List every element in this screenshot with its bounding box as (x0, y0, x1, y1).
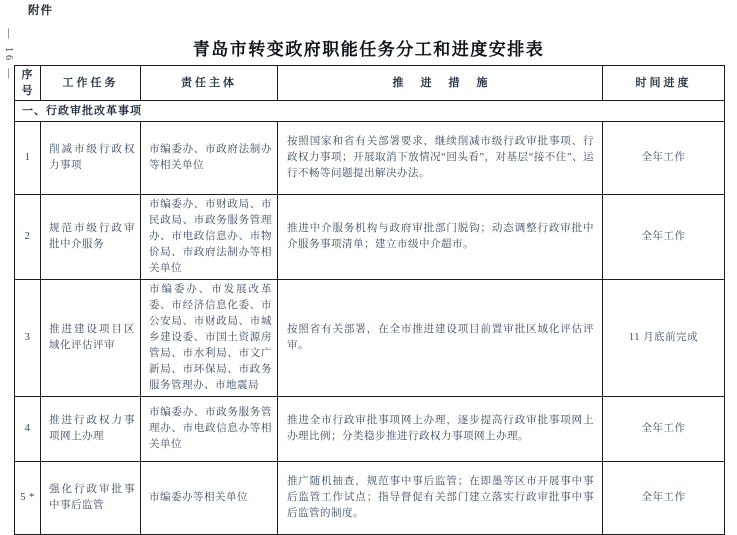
header-timeline: 时间进度 (603, 66, 725, 101)
cell-no: 2 (15, 195, 41, 280)
cell-timeline: 全年工作 (603, 195, 725, 280)
cell-task: 推进建设项目区域化评估评审 (41, 280, 141, 397)
cell-measures: 推进全市行政审批事项网上办理，逐步提高行政审批事项网上办理比例；分类稳步推进行政权力事项网上办理。 (278, 397, 603, 462)
header-no: 序号 (15, 66, 41, 101)
table-row (15, 280, 725, 397)
cell-measures: 按照国家和省有关部署要求，继续削减市级行政审批事项、行政权力事项；开展取消下放情况“回头看”，对基层“接不住”、运行不畅等问题提出解决办法。 (278, 122, 603, 195)
cell-timeline: 全年工作 (603, 462, 725, 535)
cell-no: 3 (15, 280, 41, 397)
table-header-row (15, 66, 725, 101)
cell-no: 4 (15, 397, 41, 462)
cell-owner: 市编委办、市发展改革委、市经济信息化委、市公安局、市财政局、市城乡建设委、市国土资源房管局、市水利局、市文广新局、市环保局、市政务服务管理办、市地震局 (141, 280, 278, 397)
cell-measures: 按照省有关部署，在全市推进建设项目前置审批区域化评估评审。 (278, 280, 603, 397)
cell-measures: 推广随机抽查，规范事中事后监管；在即墨等区市开展事中事后监管工作试点；指导督促有关部门建立落实行政审批事中事后监管的制度。 (278, 462, 603, 535)
cell-task: 推进行政权力事项网上办理 (41, 397, 141, 462)
cell-measures: 推进中介服务机构与政府审批部门脱钩；动态调整行政审批中介服务事项清单；建立市级中介超市。 (278, 195, 603, 280)
cell-owner: 市编委办、市政务服务管理办、市电政信息办等相关单位 (141, 397, 278, 462)
header-task: 工作任务 (41, 66, 141, 101)
attachment-label: 附件 (28, 5, 53, 17)
table-row (15, 195, 725, 280)
table-row (15, 397, 725, 462)
cell-task: 规范市级行政审批中介服务 (41, 195, 141, 280)
cell-task: 削减市级行政权力事项 (41, 122, 141, 195)
cell-owner: 市编委办等相关单位 (141, 462, 278, 535)
cell-timeline: 11 月底前完成 (603, 280, 725, 397)
cell-timeline: 全年工作 (603, 122, 725, 195)
header-measures: 推进措施 (278, 66, 603, 101)
page-number: — 16 — (3, 28, 14, 82)
section-header-row (15, 101, 725, 122)
cell-owner: 市编委办、市财政局、市民政局、市政务服务管理办、市电政信息办、市物价局、市政府法制办等相关单位 (141, 195, 278, 280)
cell-no: 1 (15, 122, 41, 195)
schedule-table (14, 65, 725, 535)
table-row (15, 462, 725, 535)
cell-task: 强化行政审批事中事后监管 (41, 462, 141, 535)
table-row (15, 122, 725, 195)
cell-owner: 市编委办、市政府法制办等相关单位 (141, 122, 278, 195)
document-title: 青岛市转变政府职能任务分工和进度安排表 (192, 40, 545, 59)
header-owner: 责任主体 (141, 66, 278, 101)
section-title: 一、行政审批改革事项 (15, 101, 725, 122)
cell-timeline: 全年工作 (603, 397, 725, 462)
cell-no: 5 * (15, 462, 41, 535)
